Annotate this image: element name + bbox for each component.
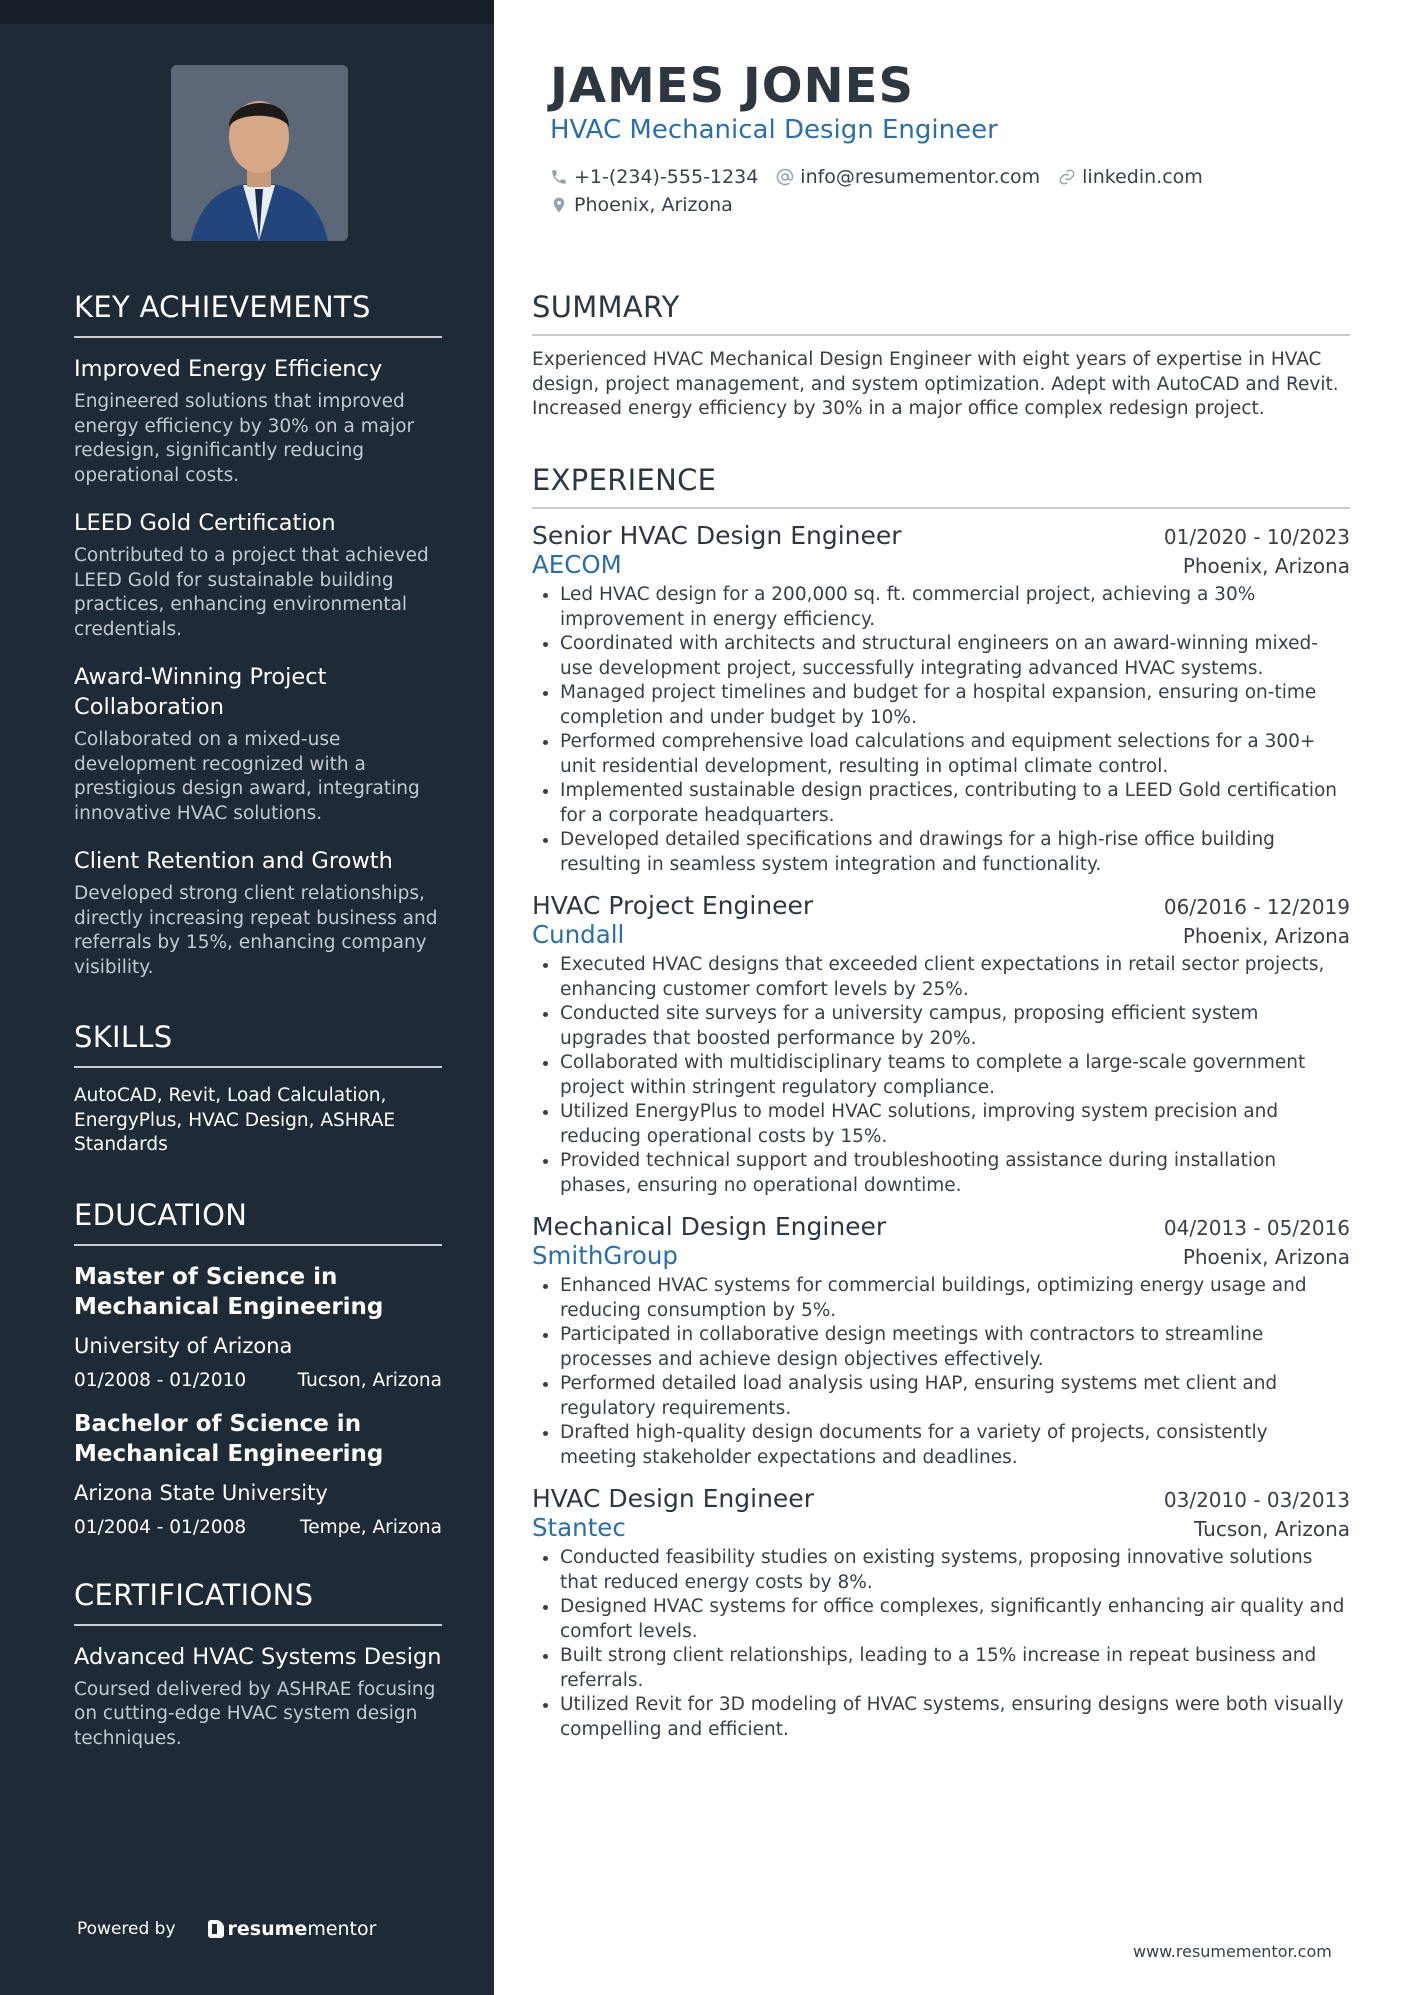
- achievement-desc: Collaborated on a mixed-use development recognized with a prestigious design award, integrating innovative HVAC solutions.: [74, 729, 420, 824]
- job-entry: [532, 1212, 1350, 1470]
- education-degree: Bachelor of Science in Mechanical Engineering: [74, 1410, 384, 1467]
- skills-list: AutoCAD, Revit, Load Calculation, EnergyPlus, HVAC Design, ASHRAE Standards: [74, 1085, 396, 1155]
- job-bullet: • Enhanced HVAC systems for commercial buildings, optimizing energy usage and reducing consumption by 5%.: [560, 1274, 1350, 1323]
- achievement-title: LEED Gold Certification: [74, 510, 336, 536]
- education-degree: Master of Science in Mechanical Engineering: [74, 1263, 384, 1320]
- job-entry: [532, 1484, 1350, 1742]
- job-bullet: • Utilized EnergyPlus to model HVAC solutions, improving system precision and reducing operational costs by 15%.: [560, 1100, 1350, 1149]
- job-bullet: • Managed project timelines and budget for a hospital expansion, ensuring on-time completion and under budget by 10%.: [560, 681, 1350, 730]
- certification-item: [74, 1642, 442, 1752]
- certifications-section: [74, 1578, 442, 1752]
- job-bullet: • Performed detailed load analysis using HAP, ensuring systems met client and regulatory requirements.: [560, 1372, 1350, 1421]
- job-entry: [532, 521, 1350, 877]
- contact-phone[interactable]: [550, 163, 758, 191]
- contact-linkedin[interactable]: [1058, 163, 1203, 191]
- job-bullets: [532, 583, 1350, 877]
- linkedin-text: linkedin.com: [1082, 166, 1203, 188]
- job-bullet: • Executed HVAC designs that exceeded client expectations in retail sector projects, enhancing customer comfort levels by 25%.: [560, 953, 1350, 1002]
- job-bullet: • Participated in collaborative design meetings with contractors to streamline processes and achieve design objectives effectively.: [560, 1323, 1350, 1372]
- summary-heading: SUMMARY: [532, 290, 1350, 336]
- education-item: [74, 1409, 442, 1538]
- job-bullet: • Coordinated with architects and structural engineers on an award-winning mixed-use development project, successfully integrating advanced HVAC systems.: [560, 632, 1350, 681]
- job-role: Mechanical Design Engineer: [532, 1212, 887, 1241]
- job-dates: 03/2010 - 03/2013: [1163, 1488, 1350, 1512]
- experience-heading: EXPERIENCE: [532, 463, 1350, 509]
- job-entry: [532, 891, 1350, 1198]
- brand-name-light: mentor: [307, 1918, 377, 1940]
- education-location: Tempe, Arizona: [300, 1516, 442, 1538]
- education-dates: 01/2008 - 01/2010: [74, 1369, 247, 1391]
- job-role: HVAC Design Engineer: [532, 1484, 814, 1513]
- phone-icon: [550, 168, 568, 186]
- education-section: [74, 1198, 442, 1538]
- achievement-item: [74, 354, 442, 488]
- job-bullet: • Developed detailed specifications and drawings for a high-rise office building resulting in seamless system integration and functionality.: [560, 828, 1350, 877]
- skills-section: [74, 1020, 442, 1158]
- achievement-title: Improved Energy Efficiency: [74, 356, 383, 382]
- link-icon: [1058, 168, 1076, 186]
- skills-heading: SKILLS: [74, 1020, 442, 1068]
- achievement-desc: Engineered solutions that improved energy efficiency by 30% on a major redesign, significantly reducing operational costs.: [74, 391, 415, 486]
- achievement-item: [74, 662, 442, 826]
- job-bullet: • Conducted feasibility studies on existing systems, proposing innovative solutions that reduced energy costs by 8%.: [560, 1546, 1350, 1595]
- certification-desc: Coursed delivered by ASHRAE focusing on cutting-edge HVAC system design techniques.: [74, 1678, 436, 1749]
- contact-email[interactable]: [776, 163, 1040, 191]
- candidate-name: JAMES JONES: [550, 58, 915, 114]
- achievement-item: [74, 846, 442, 980]
- achievements-heading: KEY ACHIEVEMENTS: [74, 290, 442, 338]
- education-dates: 01/2004 - 01/2008: [74, 1516, 247, 1538]
- achievements-section: [74, 290, 442, 980]
- education-item: [74, 1262, 442, 1391]
- brand-mark-icon: [208, 1920, 224, 1938]
- job-bullet: • Built strong client relationships, leading to a 15% increase in repeat business and referrals.: [560, 1644, 1350, 1693]
- summary-text: Experienced HVAC Mechanical Design Engineer with eight years of expertise in HVAC design, project management, and system optimization. Adept with AutoCAD and Revit. Increased energy efficiency by 30% in a major office complex redesign project.: [532, 349, 1339, 419]
- job-bullet: • Designed HVAC systems for office complexes, significantly enhancing air quality and comfort levels.: [560, 1595, 1350, 1644]
- job-bullet: • Collaborated with multidisciplinary teams to complete a large-scale government project within stringent regulatory compliance.: [560, 1051, 1350, 1100]
- job-location: Tucson, Arizona: [1193, 1517, 1350, 1541]
- phone-text: +1-(234)-555-1234: [574, 166, 759, 188]
- job-role: HVAC Project Engineer: [532, 891, 814, 920]
- job-bullets: [532, 1546, 1350, 1742]
- job-dates: 06/2016 - 12/2019: [1163, 895, 1350, 919]
- job-location: Phoenix, Arizona: [1182, 924, 1350, 948]
- powered-by: [77, 1918, 376, 1940]
- job-dates: 01/2020 - 10/2023: [1163, 525, 1350, 549]
- candidate-title: HVAC Mechanical Design Engineer: [550, 115, 998, 145]
- job-company: Cundall: [532, 920, 625, 949]
- job-location: Phoenix, Arizona: [1182, 554, 1350, 578]
- achievement-title: Client Retention and Growth: [74, 848, 393, 874]
- sidebar-top-bar: [0, 0, 494, 24]
- job-bullet: • Utilized Revit for 3D modeling of HVAC systems, ensuring designs were both visually compelling and efficient.: [560, 1693, 1350, 1742]
- powered-by-label: Powered by: [77, 1919, 176, 1939]
- job-dates: 04/2013 - 05/2016: [1163, 1216, 1350, 1240]
- job-location: Phoenix, Arizona: [1182, 1245, 1350, 1269]
- job-company: AECOM: [532, 550, 622, 579]
- certification-title: Advanced HVAC Systems Design: [74, 1643, 442, 1670]
- job-role: Senior HVAC Design Engineer: [532, 521, 902, 550]
- job-bullets: [532, 953, 1350, 1198]
- job-bullet: • Led HVAC design for a 200,000 sq. ft. commercial project, achieving a 30% improvement in energy efficiency.: [560, 583, 1350, 632]
- job-bullet: • Implemented sustainable design practices, contributing to a LEED Gold certification for a corporate headquarters.: [560, 779, 1350, 828]
- job-bullet: • Performed comprehensive load calculations and equipment selections for a 300+ unit residential development, resulting in optimal climate control.: [560, 730, 1350, 779]
- achievement-desc: Developed strong client relationships, directly increasing repeat business and referrals by 15%, enhancing company visibility.: [74, 883, 438, 978]
- certifications-heading: CERTIFICATIONS: [74, 1578, 442, 1626]
- achievement-item: [74, 508, 442, 642]
- job-bullets: [532, 1274, 1350, 1470]
- job-company: Stantec: [532, 1513, 626, 1542]
- job-company: SmithGroup: [532, 1241, 678, 1270]
- sidebar: [0, 0, 494, 1995]
- achievement-title: Award-Winning Project Collaboration: [74, 664, 327, 720]
- education-school: University of Arizona: [74, 1333, 293, 1358]
- job-bullet: • Conducted site surveys for a university campus, proposing efficient system upgrades that boosted performance by 20%.: [560, 1002, 1350, 1051]
- education-school: Arizona State University: [74, 1480, 328, 1505]
- email-text: info@resumementor.com: [800, 166, 1041, 188]
- footer-url[interactable]: www.resumementor.com: [1133, 1942, 1332, 1961]
- profile-photo: [171, 65, 348, 241]
- education-heading: EDUCATION: [74, 1198, 442, 1246]
- experience-section: [532, 463, 1350, 1756]
- location-text: Phoenix, Arizona: [574, 194, 733, 216]
- brand-name-bold: resume: [227, 1918, 308, 1940]
- job-bullet: • Drafted high-quality design documents for a variety of projects, consistently meeting stakeholder expectations and deadlines.: [560, 1421, 1350, 1470]
- sidebar-content: [74, 290, 442, 1791]
- job-bullet: • Provided technical support and troubleshooting assistance during installation phases, ensuring no operational downtime.: [560, 1149, 1350, 1198]
- at-icon: [776, 168, 794, 186]
- location-pin-icon: [550, 196, 568, 214]
- brand-logo[interactable]: [208, 1918, 377, 1940]
- achievement-desc: Contributed to a project that achieved LEED Gold for sustainable building practices, enhancing environmental credentials.: [74, 545, 429, 640]
- contact-location: [550, 191, 733, 219]
- summary-section: [532, 290, 1350, 422]
- education-location: Tucson, Arizona: [297, 1369, 442, 1391]
- contact-info: [550, 163, 1350, 219]
